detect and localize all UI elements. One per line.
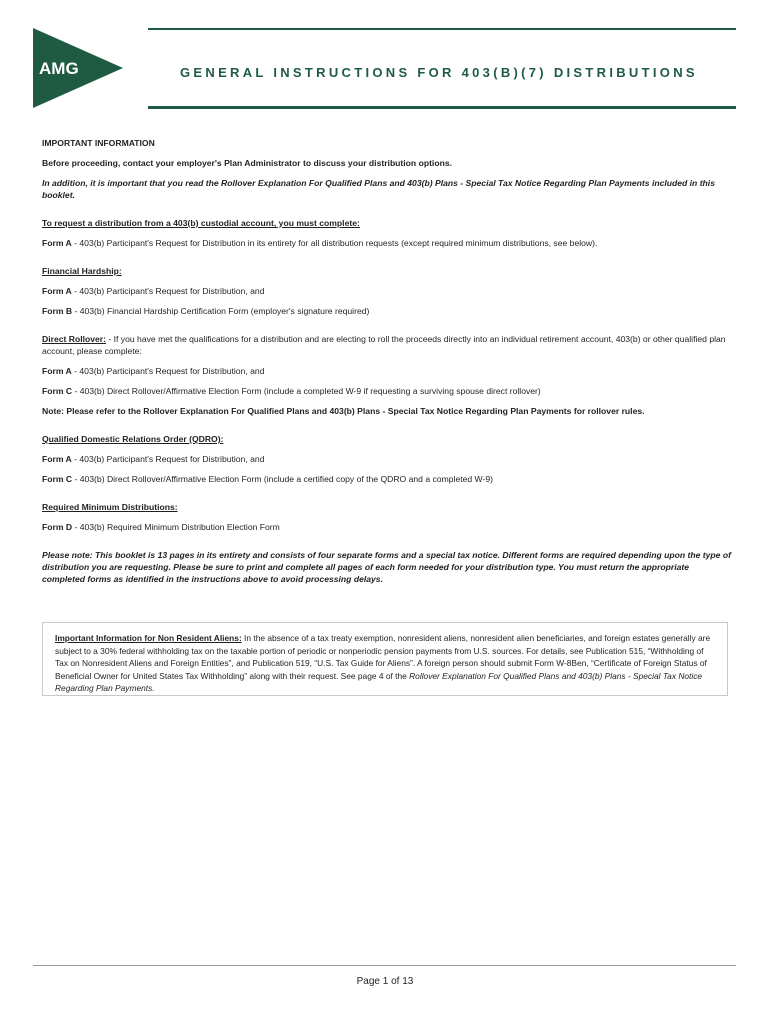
header-rule-top xyxy=(148,28,736,30)
form-description: - 403(b) Participant's Request for Distribution in its entirety for all distribution requests (except required minimum distributions, see below). xyxy=(71,238,598,248)
amg-logo xyxy=(33,28,123,108)
hardship-heading: Financial Hardship: xyxy=(42,266,122,276)
rollover-intro xyxy=(42,333,732,357)
custodial-form-a xyxy=(42,237,732,249)
important-line-1: Before proceeding, contact your employer's Plan Administrator to discuss your distribution options. xyxy=(42,158,452,168)
form-label: Form C xyxy=(42,386,73,396)
form-description: - 403(b) Participant's Request for Distribution, and xyxy=(71,286,265,296)
notice-heading: Important Information for Non Resident Aliens: xyxy=(55,633,242,643)
important-line-2: In addition, it is important that you read the Rollover Explanation For Qualified Plans and 403(b) Plans - Special Tax Notice Regarding Plan Payments included in this booklet. xyxy=(42,178,715,200)
notice-text: In the absence of a tax treaty exemption, nonresident aliens, nonresident alien beneficiaries, and foreign estates generally are subject to a 30% federal withholding tax on the taxable portion of periodic or nonperiodic pension payments from U.S. sources. For details, see Publication 515, “Withholding of Tax on Nonresident Aliens and Foreign Entities”, and Publication 519, “U.S. Tax Guide for Aliens”. A foreign person should submit Form W-8Ben, “Certificate of Foreign Status of Beneficial Owner for United States Tax Withholding” along with their request. See page 4 of the xyxy=(55,633,711,681)
rmd-form-d xyxy=(42,521,732,533)
custodial-heading: To request a distribution from a 403(b) custodial account, you must complete: xyxy=(42,218,360,228)
rollover-form-c xyxy=(42,385,732,397)
rollover-intro-text: - If you have met the qualifications for a distribution and are electing to roll the proceeds directly into an individual retirement account, 403(b) or other qualified plan account, please complete: xyxy=(42,334,726,356)
logo-text: AMG xyxy=(39,59,79,78)
form-label: Form A xyxy=(42,366,72,376)
form-description: - 403(b) Required Minimum Distribution Election Form xyxy=(72,522,280,532)
form-label: Form A xyxy=(42,238,72,248)
form-description: - 403(b) Direct Rollover/Affirmative Election Form (include a completed W-9 if requesting a surviving spouse direct rollover) xyxy=(72,386,541,396)
form-description: - 403(b) Participant's Request for Distribution, and xyxy=(71,454,265,464)
nonresident-alien-notice xyxy=(42,622,728,696)
hardship-form-a xyxy=(42,285,732,297)
header-rule-bottom xyxy=(148,106,736,109)
form-description: - 403(b) Financial Hardship Certification Form (employer's signature required) xyxy=(72,306,370,316)
rmd-heading: Required Minimum Distributions: xyxy=(42,502,178,512)
notice-reference: Rollover Explanation For Qualified Plans and 403(b) Plans - Special Tax Notice Regarding Plan Payments. xyxy=(55,670,703,694)
qdro-heading: Qualified Domestic Relations Order (QDRO): xyxy=(42,434,224,444)
form-label: Form A xyxy=(42,454,72,464)
rollover-form-a xyxy=(42,365,732,377)
form-label: Form B xyxy=(42,306,73,316)
rollover-note: Note: Please refer to the Rollover Explanation For Qualified Plans and 403(b) Plans - Special Tax Notice Regarding Plan Payments for rollover rules. xyxy=(42,406,645,416)
form-description: - 403(b) Participant's Request for Distribution, and xyxy=(71,366,265,376)
form-label: Form D xyxy=(42,522,73,532)
form-label: Form A xyxy=(42,286,72,296)
hardship-form-b xyxy=(42,305,732,317)
instructions-body xyxy=(42,137,732,585)
footer-rule xyxy=(33,965,736,966)
important-heading: IMPORTANT INFORMATION xyxy=(42,138,155,148)
form-description: - 403(b) Direct Rollover/Affirmative Election Form (include a certified copy of the QDRO and a completed W-9) xyxy=(72,474,494,484)
qdro-form-c xyxy=(42,473,732,485)
qdro-form-a xyxy=(42,453,732,465)
rollover-heading: Direct Rollover: xyxy=(42,334,106,344)
form-label: Form C xyxy=(42,474,73,484)
document-title: GENERAL INSTRUCTIONS FOR 403(B)(7) DISTRIBUTIONS xyxy=(180,65,698,80)
page-number: Page 1 of 13 xyxy=(356,976,414,987)
please-note: Please note: This booklet is 13 pages in its entirety and consists of four separate forms and a special tax notice. Different forms are required depending upon the type of distribution you are requesting. Please be sure to print and complete all pages of each form needed for your distribution type. You must return the appropriate completed forms as identified in the instructions above to avoid processing delays. xyxy=(42,550,731,584)
